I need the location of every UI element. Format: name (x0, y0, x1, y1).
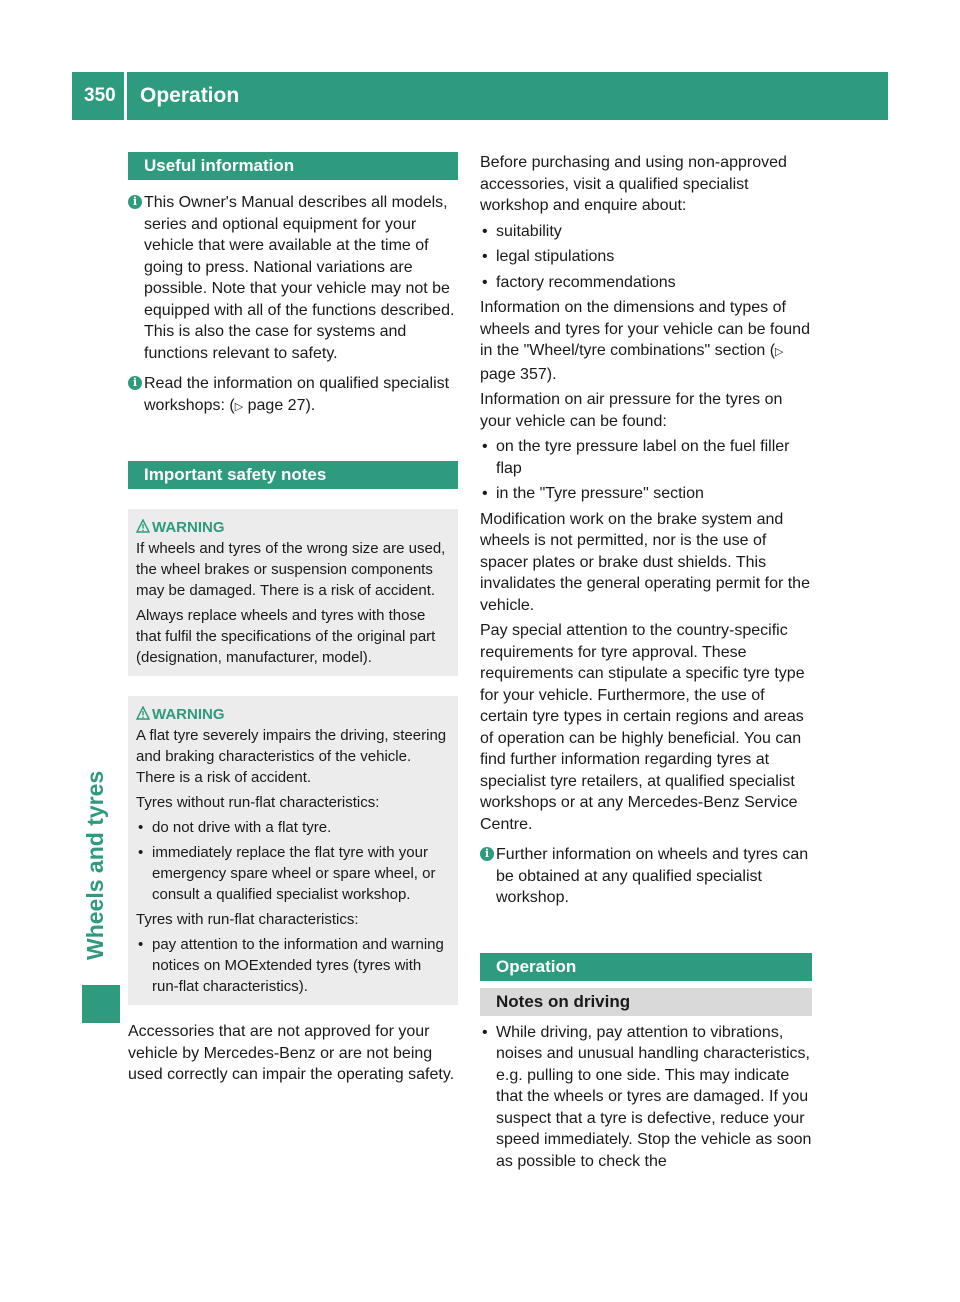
list-item (480, 1022, 812, 1173)
body-paragraph: Pay special attention to the country-specific requirements for tyre approval. These requirements can stipulate a specific tyre type for your vehicle. Furthermore, the use of certain tyre types in certain regions and areas of operation can be highly beneficial. You can find further information regarding tyres at specialist tyre retailers, at qualified specialist workshops or at any Mercedes-Benz Service Centre. (480, 622, 805, 833)
list-item (136, 817, 450, 838)
page-number: 350 (84, 85, 116, 106)
body-paragraph (480, 297, 812, 385)
warning-triangle-icon (136, 706, 150, 720)
bullet-marker: • (138, 936, 144, 953)
warning-box (128, 509, 458, 676)
list-item (480, 221, 812, 243)
section-important-safety-notes: Important safety notes (128, 461, 458, 489)
warning-heading (136, 704, 450, 725)
warning-heading (136, 517, 450, 538)
body-paragraph: Modification work on the brake system and wheels is not permitted, nor is the use of spacer plates or brake dust shields. This invalidates the general operating permit for the vehicle. (480, 510, 810, 614)
right-column (480, 152, 812, 1172)
list-item-text: in the "Tyre pressure" section (496, 485, 704, 502)
warning-text: A flat tyre severely impairs the driving, steering and braking characteristics of the vehicle. There is a risk of accident. (136, 727, 447, 786)
warning-box (128, 696, 458, 1005)
list-item-text: legal stipulations (496, 248, 615, 265)
list-item-text: suitability (496, 222, 562, 240)
info-icon: i (128, 195, 142, 209)
warning-heading-text: WARNING (152, 706, 225, 723)
page-title: Operation (140, 84, 240, 107)
bullet-marker: • (138, 844, 144, 861)
page-ref-arrow-icon: ▷ (775, 346, 784, 358)
list-item (480, 483, 812, 505)
warning-text: Tyres with run-flat characteristics: (136, 911, 359, 928)
section-operation: Operation (480, 953, 812, 981)
info-text-pre: Read the information on qualified specialist workshops: ( (144, 375, 450, 414)
left-column (128, 152, 458, 1086)
chapter-side-label: Wheels and tyres (82, 770, 108, 960)
list-item-text: on the tyre pressure label on the fuel filler flap (496, 438, 790, 477)
warning-text: Tyres without run-flat characteristics: (136, 794, 380, 811)
bullet-marker: • (482, 273, 488, 291)
info-icon: i (128, 376, 142, 390)
list-item (136, 934, 450, 997)
body-paragraph: Information on air pressure for the tyres on your vehicle can be found: (480, 391, 783, 430)
section-useful-information: Useful information (128, 152, 458, 180)
list-item (480, 246, 812, 268)
list-item-text: immediately replace the flat tyre with your emergency spare wheel or spare wheel, or consult a qualified specialist workshop. (152, 844, 436, 903)
bullet-marker: • (482, 1023, 488, 1041)
list-item-text: pay attention to the information and warning notices on MOExtended tyres (tyres with run-flat characteristics). (152, 936, 444, 995)
bullet-marker: • (482, 485, 488, 502)
body-paragraph: Accessories that are not approved for your vehicle by Mercedes-Benz or are not being used correctly can impair the operating safety. (128, 1023, 455, 1083)
list-item-text: factory recommendations (496, 273, 676, 291)
warning-text: If wheels and tyres of the wrong size are used, the wheel brakes or suspension components may be damaged. There is a risk of accident. (136, 540, 446, 599)
bullet-marker: • (482, 248, 488, 265)
list-item (136, 842, 450, 905)
info-note (128, 192, 458, 364)
info-note (480, 844, 812, 909)
info-note (128, 373, 458, 418)
list-item (480, 272, 812, 294)
warning-heading-text: WARNING (152, 519, 225, 536)
bullet-marker: • (482, 222, 488, 240)
chapter-side-block (82, 985, 120, 1023)
list-item-text: do not drive with a flat tyre. (152, 819, 332, 836)
info-icon: i (480, 847, 494, 861)
page-ref-arrow-icon: ▷ (234, 400, 244, 413)
subsection-notes-on-driving: Notes on driving (480, 988, 812, 1016)
page-ref-link[interactable]: page 357). (480, 365, 557, 383)
info-text (144, 373, 458, 418)
info-text: This Owner's Manual describes all models, series and optional equipment for your vehicle that were available at the time of going to press. National variations are possible. Note that your vehicle may not be equipped with all of the functions described. This is also the case for systems and functions relevant to safety. (144, 194, 455, 362)
warning-text: Always replace wheels and tyres with those that fulfil the specifications of the original part (designation, manufacturer, model). (136, 607, 436, 666)
info-text: Further information on wheels and tyres can be obtained at any qualified specialist workshop. (496, 846, 809, 906)
page-ref-link[interactable]: page 27). (247, 396, 316, 414)
bullet-marker: • (482, 438, 488, 455)
warning-triangle-icon (136, 519, 150, 533)
bullet-marker: • (138, 819, 144, 836)
list-item-text: While driving, pay attention to vibrations, noises and unusual handling characteristics, e.g. pulling to one side. This may indicate that the wheels or tyres are damaged. If you suspect that a tyre is defective, reduce your speed immediately. Stop the vehicle as soon as possible to check the (496, 1023, 812, 1170)
header-divider (124, 72, 127, 120)
list-item (480, 436, 812, 479)
body-paragraph: Before purchasing and using non-approved accessories, visit a qualified specialist workshop and enquire about: (480, 154, 787, 214)
body-text-pre: Information on the dimensions and types of wheels and tyres for your vehicle can be found in the "Wheel/tyre combinations" section ( (480, 299, 810, 359)
